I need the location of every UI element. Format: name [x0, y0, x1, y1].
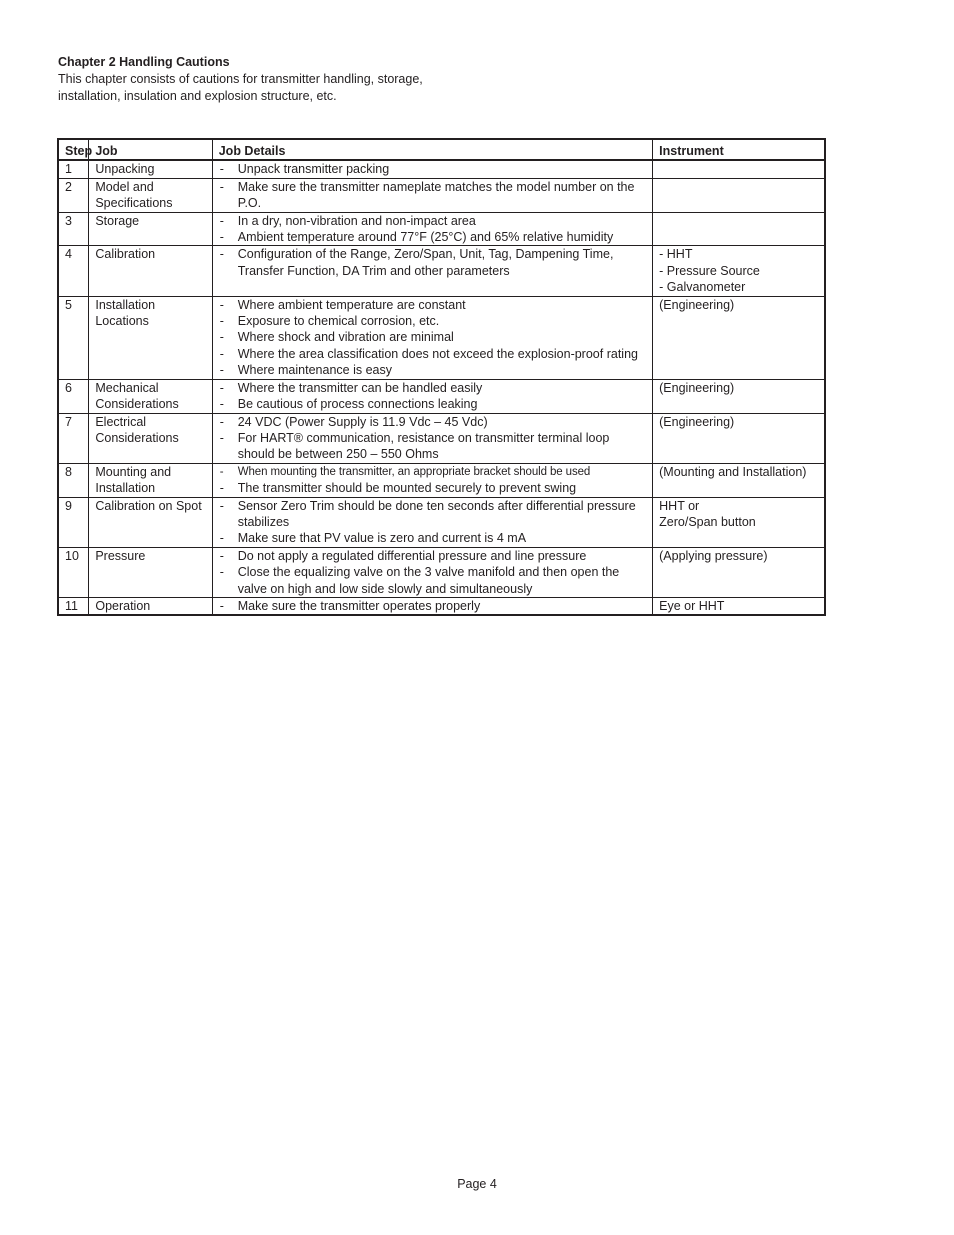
job-name: Mounting and Installation — [89, 463, 212, 497]
step-number: 2 — [58, 178, 89, 212]
job-detail-item: - In a dry, non-vibration and non-impact area — [219, 213, 648, 229]
table-row — [58, 379, 825, 413]
chapter-intro: This chapter consists of cautions for transmitter handling, storage, installation, insulation and explosion structure, etc. — [58, 72, 423, 103]
header-job-details: Job Details — [212, 139, 652, 160]
step-number: 6 — [58, 379, 89, 413]
instrument — [653, 246, 825, 296]
job-name: Calibration — [89, 246, 212, 296]
job-details-list — [219, 161, 648, 177]
job-name: Installation Locations — [89, 296, 212, 379]
job-detail-item: - Make sure the transmitter nameplate matches the model number on the P.O. — [219, 179, 648, 212]
job-details — [212, 497, 652, 547]
instrument-line: Eye or HHT — [659, 598, 725, 613]
job-details-list — [219, 598, 648, 614]
job-detail-item: - Be cautious of process connections leaking — [219, 396, 648, 412]
job-name: Storage — [89, 212, 212, 246]
instrument-line: (Engineering) — [659, 297, 735, 312]
job-details — [212, 597, 652, 615]
job-details — [212, 160, 652, 178]
instrument-line: (Engineering) — [659, 380, 735, 395]
job-details — [212, 296, 652, 379]
job-detail-item: - Ambient temperature around 77°F (25°C) and 65% relative humidity — [219, 229, 648, 245]
job-name: Electrical Considerations — [89, 413, 212, 463]
step-number: 3 — [58, 212, 89, 246]
job-detail-item: - Exposure to chemical corrosion, etc. — [219, 313, 648, 329]
job-details — [212, 413, 652, 463]
instrument-line: (Mounting and Installation) — [659, 464, 807, 479]
job-name: Pressure — [89, 547, 212, 597]
job-detail-item: - Where the area classification does not exceed the explosion-proof rating — [219, 346, 648, 362]
instrument-line: Zero/Span button — [659, 514, 756, 529]
job-detail-item: - Sensor Zero Trim should be done ten seconds after differential pressure stabilizes — [219, 498, 648, 531]
step-number: 9 — [58, 497, 89, 547]
table-row — [58, 413, 825, 463]
job-name: Mechanical Considerations — [89, 379, 212, 413]
table-row — [58, 547, 825, 597]
step-number: 7 — [58, 413, 89, 463]
chapter-heading: Chapter 2 Handling Cautions — [58, 55, 230, 69]
instrument — [653, 379, 825, 413]
instrument-line: - HHT — [659, 247, 693, 262]
table-row — [58, 463, 825, 497]
job-details — [212, 547, 652, 597]
job-detail-item: - Where maintenance is easy — [219, 362, 648, 378]
job-details — [212, 463, 652, 497]
table-row — [58, 296, 825, 379]
handling-cautions-table — [57, 138, 826, 616]
job-details — [212, 178, 652, 212]
job-details-list — [219, 297, 648, 379]
instrument-line: - Galvanometer — [659, 280, 746, 295]
job-detail-item: - When mounting the transmitter, an appropriate bracket should be used — [219, 464, 648, 480]
job-details — [212, 246, 652, 296]
job-detail-item: - Make sure the transmitter operates properly — [219, 598, 648, 614]
step-number: 5 — [58, 296, 89, 379]
instrument-line: (Applying pressure) — [659, 548, 768, 563]
header-job: Job — [89, 139, 212, 160]
job-details-list — [219, 548, 648, 597]
table-row — [58, 160, 825, 178]
job-detail-item: - The transmitter should be mounted securely to prevent swing — [219, 480, 648, 496]
step-number: 1 — [58, 160, 89, 178]
job-details — [212, 379, 652, 413]
job-detail-item: - Where shock and vibration are minimal — [219, 329, 648, 345]
job-details-list — [219, 414, 648, 463]
table-row — [58, 178, 825, 212]
job-name: Model and Specifications — [89, 178, 212, 212]
job-detail-item: - Make sure that PV value is zero and current is 4 mA — [219, 530, 648, 546]
step-number: 8 — [58, 463, 89, 497]
instrument — [653, 212, 825, 246]
job-details-list — [219, 498, 648, 547]
job-details-list — [219, 246, 648, 279]
job-detail-item: - For HART® communication, resistance on transmitter terminal loop should be between 250 – 550 Ohms — [219, 430, 648, 463]
instrument — [653, 160, 825, 178]
job-detail-item: - Where ambient temperature are constant — [219, 297, 648, 313]
job-name: Unpacking — [89, 160, 212, 178]
instrument-line: (Engineering) — [659, 414, 735, 429]
job-detail-item: - Do not apply a regulated differential pressure and line pressure — [219, 548, 648, 564]
job-details-list — [219, 213, 648, 246]
job-detail-item: - Unpack transmitter packing — [219, 161, 648, 177]
instrument-line: - Pressure Source — [659, 263, 760, 278]
job-name: Calibration on Spot — [89, 497, 212, 547]
job-details-list — [219, 380, 648, 413]
table-row — [58, 246, 825, 296]
instrument — [653, 463, 825, 497]
job-name: Operation — [89, 597, 212, 615]
job-detail-item: - Configuration of the Range, Zero/Span, Unit, Tag, Dampening Time, Transfer Function, DA Trim and other parameters — [219, 246, 648, 279]
instrument — [653, 497, 825, 547]
job-details-list — [219, 179, 648, 212]
table-row — [58, 597, 825, 615]
instrument-line: HHT or — [659, 498, 700, 513]
job-detail-item: - Close the equalizing valve on the 3 valve manifold and then open the valve on high and low side slowly and simultaneously — [219, 564, 648, 597]
instrument — [653, 547, 825, 597]
table-row — [58, 212, 825, 246]
instrument — [653, 413, 825, 463]
step-number: 11 — [58, 597, 89, 615]
header-instrument: Instrument — [653, 139, 825, 160]
job-detail-item: - 24 VDC (Power Supply is 11.9 Vdc – 45 Vdc) — [219, 414, 648, 430]
instrument — [653, 296, 825, 379]
instrument — [653, 597, 825, 615]
job-details — [212, 212, 652, 246]
step-number: 4 — [58, 246, 89, 296]
table-body — [58, 160, 825, 615]
job-detail-item: - Where the transmitter can be handled easily — [219, 380, 648, 396]
instrument — [653, 178, 825, 212]
header-step: Step — [58, 139, 89, 160]
step-number: 10 — [58, 547, 89, 597]
table-row — [58, 497, 825, 547]
table-header-row — [58, 139, 825, 160]
page-number: Page 4 — [457, 1177, 497, 1191]
job-details-list — [219, 464, 648, 497]
